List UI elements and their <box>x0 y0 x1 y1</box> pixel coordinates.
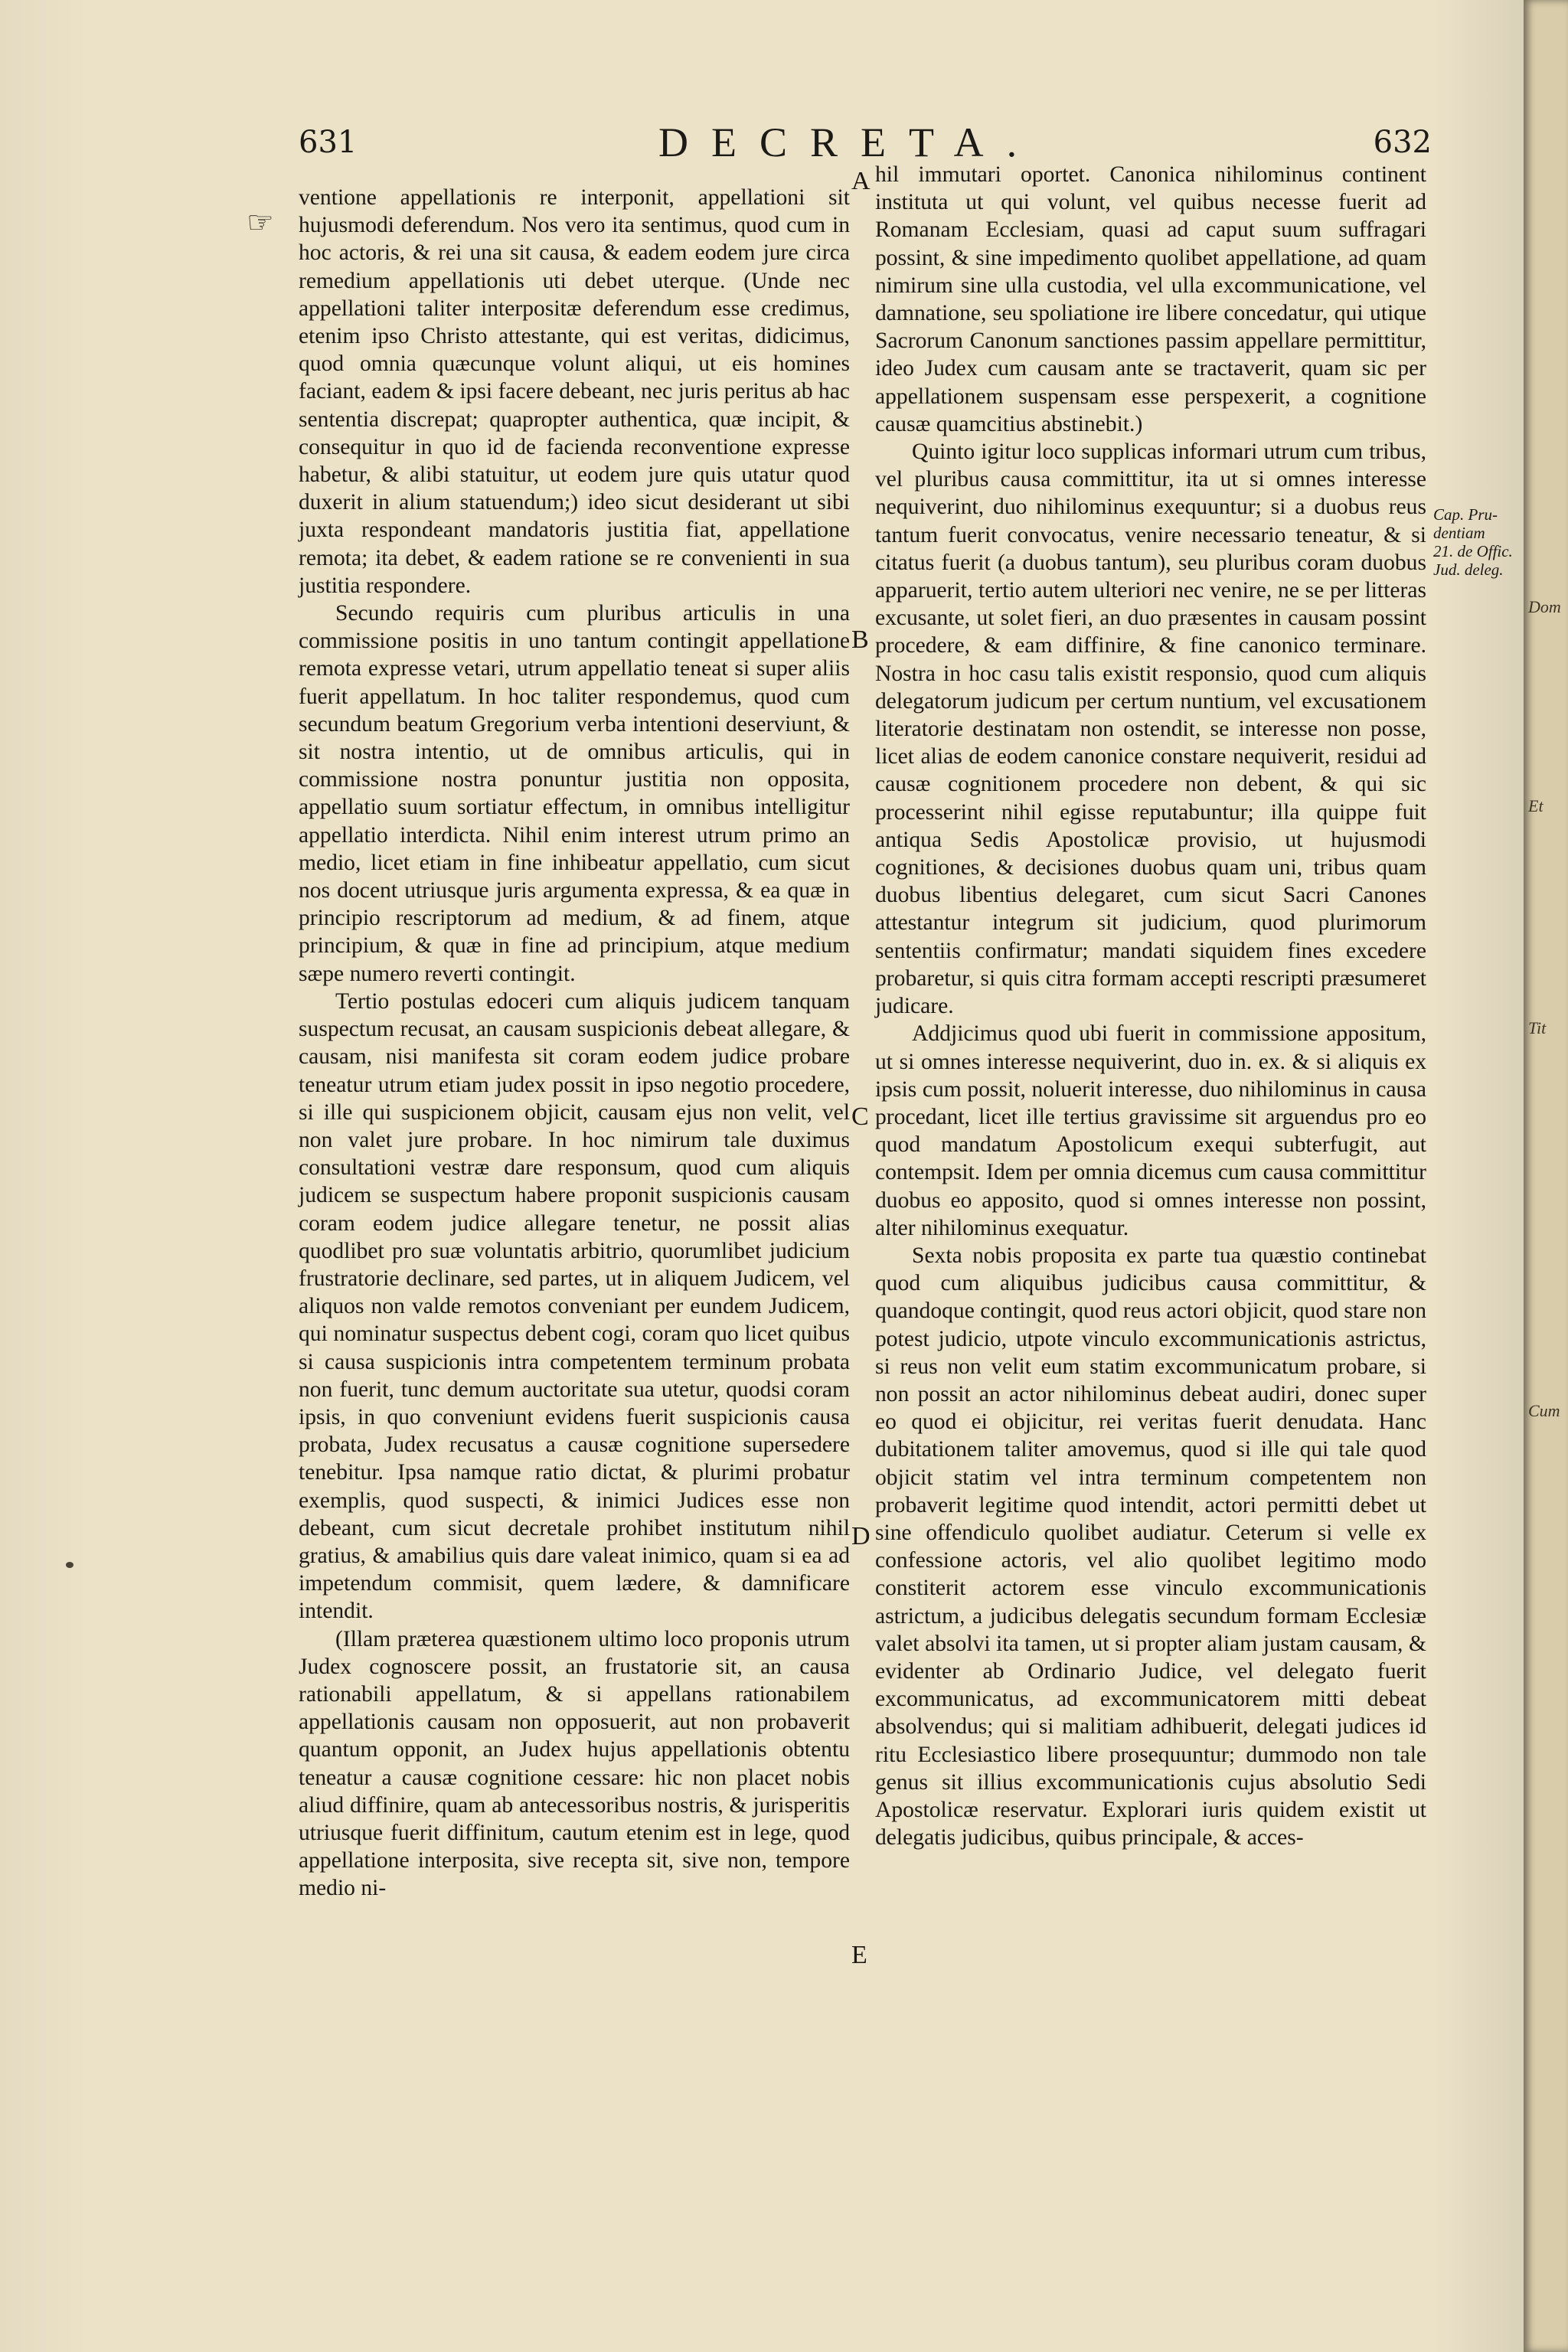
margin-citation-line: 21. de Offic. <box>1433 542 1513 560</box>
margin-citation <box>1433 505 1519 579</box>
right-paragraph-1: hil immutari oportet. Canonica nihilominus continent instituta ut qui volunt, vel quibus necesse fuerit ad Romanam Ecclesiam, quasi ad caput suum suffragari possint, & sine impedimento quolibet appellatione, ad quam nimirum sine ulla custodia, vel ulla excommunicatione, vel damnatione, seu spoliatione ire libere concedatur, qui utique Sacrorum Canonum sanctiones passim appellare permittitur, ideo Judex cum causam ante se tractaverit, quam sic per appellationem suspensam esse perspexerit, a cognitione causæ quamcitius abstinebit.) <box>875 162 1426 436</box>
left-paragraph-1: ventione appellationis re interponit, appellationi sit hujusmodi deferendum. Nos vero ita sentimus, quod cum in hoc actoris, & rei una sit causa, & eadem eodem jure circa remedium appellationis uti debet uterque. (Unde nec appellationi taliter interpositæ deferendum esse credimus, etenim ipso Christo attestante, qui est veritas, didicimus, quod omnia quæcunque volunt aliqui, ut eis homines faciant, eadem & ipsi facere debeant, nec juris peritus ab hac sententia discrepat; quapropter authentica, quæ incipit, & consequitur in quo id de facienda reconventione expresse habetur, & alibi statuitur, ut eodem jure quis utatur quod duxerit in alium statuendum;) ideo sicut desiderant ut sibi juxta respondeant mandatoris justitia fiat, appellatione remota; ita debet, & eadem ratione se re convenienti in sua justitia respondere. <box>299 185 850 598</box>
section-letter-c: C <box>851 1102 869 1131</box>
right-paragraph-2: Quinto igitur loco supplicas informari utrum cum tribus, vel pluribus causa committitur, ita ut si omnes interesse nequiverint, duo nihilominus exequuntur; si a duobus reus tantum fuerit convocatus, venire necessario teneatur, & si citatus fuerit (a duobus tantum), seu pluribus coram duobus apparuerit, tertio autem ulteriori nec venire, ne se per litteras excusante, ut solet fieri, an duo præsentes in causam possint procedere, & eam diffinire, & fine canonico terminare. Nostra in hoc casu talis existit responsio, quod cum aliquis delegatorum judicum per certum nuntium, vel excusationem literatorie destinatam non ostendit, se interesse non posse, licet alias de eodem canonice constare nequiverit, residui ad causæ cognitionem procedere non debent, & qui sic processerint nihil egisse reputabuntur; illa quippe fuit antiqua Sedis Apostolicæ provisio, ut hujusmodi cognitiones, & decisiones duobus quam uni, tribus quam duobus libentius delegaret, cum sicut Sacri Canones attestantur integrum sit judicium, quod plurimorum sententiis confirmatur; mandati siquidem fines excedere probaretur, si quis citra formam accepti rescripti præsumeret judicare. <box>875 439 1426 1019</box>
neighbor-fragment: Dom <box>1528 597 1561 616</box>
left-paragraph-2: Secundo requiris cum pluribus articulis in una commissione positis in uno tantum contingit appellatione remota expresse vetari, utrum appellatio teneat si super aliis fuerit appellatum. In hoc taliter respondemus, quod cum secundum beatum Gregorium verba intentioni deserviunt, & sit nostra intentio, ut de omnibus articulis, qui in commissione nostra ponuntur justitia non opposita, appellatio suum sortiatur effectum, in omnibus intelligitur appellatio interdicta. Nihil enim interest utrum primo an medio, licet etiam in fine inhibeatur appellatio, cum sicut nos docent utriusque juris argumenta expressa, & ea quæ in principio rescriptorum ad medium, & ad finem, atque principium, & quæ in fine ad principium, atque medium sæpe numero reverti contingit. <box>299 601 850 986</box>
page-number-right: 632 <box>1373 125 1432 160</box>
neighbor-fragment: Cum <box>1528 1401 1560 1420</box>
running-title: DECRETA. <box>658 119 1040 165</box>
left-paragraph-4: (Illam præterea quæstionem ultimo loco proponis utrum Judex cognoscere possit, an frustatorie sit, an causa rationabili appellatum, & si appellans rationabilem appellationis causam non opposuerit, aut non probaverit quantum opponit, an Judex hujus appellationis obtentu teneatur a causæ cognitione cessare: hic non placet nobis aliud diffinire, quam ab antecessoribus nostris, & jurisperitis utriusque fuerit diffinitum, cautum etenim est in lege, quod appellatione interposita, sive recepta sit, sive non, tempore medio ni- <box>299 1626 850 1901</box>
neighbor-fragment: Tit <box>1528 1018 1547 1037</box>
margin-citation-line: Jud. deleg. <box>1433 560 1504 579</box>
right-column <box>875 161 1426 1851</box>
page-number-left: 631 <box>299 125 358 160</box>
section-letter-b: B <box>851 626 869 654</box>
left-paragraph-3: Tertio postulas edoceri cum aliquis judicem tanquam suspectum recusat, an causam suspicionis debeat allegare, & causam, nisi manifesta sit coram eodem judice probare teneatur utrum etiam judex possit in ipso negotio procedere, si ille qui suspicionem objicit, causam ejus non velit, vel non valet jure probare. In hoc nimirum tale duximus consultationi vestræ dare responsum, quod cum aliquis judicem se suspectum habere proponit suspicionis causam coram eodem judice allegare tenetur, ne possit alias quodlibet pro suæ voluntatis arbitrio, quorumlibet judicium frustratorie declinare, sed partes, ut in aliquem Judicem, vel aliquos non valde remotos conveniant per eundem Judicem, qui nominatur suspectus debent cogi, coram quo licet quibus si causa suspicionis intra competentem terminum probata non fuerit, tunc demum auctoritate sua utetur, quodsi coram ipsis, in quo conveniunt evidens fuerit suspicionis causa probata, Judex recusatus a causæ cognitione supersedere tenebitur. Ipsa namque ratio dictat, & plurimi probatur exemplis, quod suspecti, & inimici Judices esse non debeant, cum sicut decretale prohibet institutum nihil gratius, & amabilius quis dare valeat inimico, quam si ea ad impetendum commisit, quem lædere, & damnificare intendit. <box>299 988 850 1624</box>
ink-speck <box>66 1562 74 1568</box>
left-column <box>299 184 850 1903</box>
margin-citation-line: dentiam <box>1433 524 1485 542</box>
neighbor-page-edge <box>1524 0 1568 2352</box>
right-paragraph-3: Addjicimus quod ubi fuerit in commissione appositum, ut si omnes interesse nequiverint, duo in. ex. & si aliquis ex ipsis cum possit, noluerit interesse, duo nihilominus in causa procedant, licet ille tertius gravissime sit arguendus pro eo quod mandatum Apostolicum exequi subterfugit, aut contempsit. Idem per omnia dicemus cum causa committitur duobus eo apposito, quod si omnes interesse non possint, alter nihilominus exequatur. <box>875 1021 1426 1240</box>
margin-citation-line: Cap. Pru- <box>1433 505 1498 524</box>
pointing-hand-icon: ☞ <box>247 205 274 240</box>
section-letter-e: E <box>851 1941 867 1969</box>
right-paragraph-4: Sexta nobis proposita ex parte tua quæstio continebat quod cum aliquibus judicibus causa committitur, & quandoque contingit, quod reus actori objicit, quod stare non potest judicio, utpote vinculo excommunicationis astrictus, si reus non velit eum statim excommunicatum probare, si non possit an actor nihilominus debeat audiri, donec super eo quod ei objicitur, rei veritas fuerit denudata. Hanc dubitationem taliter amovemus, quod si ille qui tale quod objicit statim vel intra terminum competentem non probaverit legitime quod intendit, actori permitti debet ut sine offendiculo quolibet audiatur. Ceterum si velle ex confessione actoris, vel alio quolibet legitimo modo constiterit actorem esse vinculo excommunicationis astrictum, a judicibus delegatis secundum formam Ecclesiæ valet absolvi ita tamen, ut si propter aliam justam causam, & evidenter ab Ordinario Judice, vel delegato fuerit excommunicatus, ad excommunicatorem mitti debeat absolvendus; qui si malitiam adhibuerit, delegati judices id ritu Ecclesiastico libere prosequuntur; dummodo non tale genus sit illius excommunicationis cujus absolutio Sedi Apostolicæ reservatur. Explorari iuris quidem existit ut delegatis judicibus, quibus principale, & acces- <box>875 1243 1426 1851</box>
section-letter-a: A <box>851 167 871 195</box>
neighbor-fragment: Et <box>1528 796 1544 815</box>
section-letter-d: D <box>851 1522 871 1550</box>
